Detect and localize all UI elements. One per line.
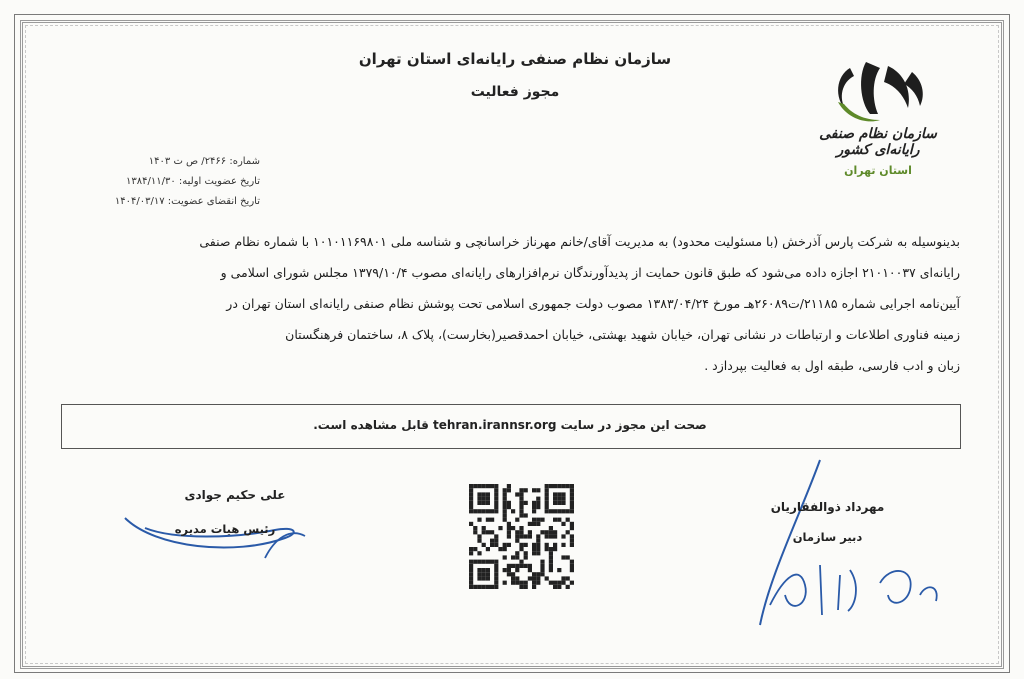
chairman-name: علی حکیم جوادی xyxy=(184,488,286,502)
document-title: مجوز فعالیت xyxy=(470,84,560,100)
body-line: زمینه فناوری اطلاعات و ارتباطات در نشانی تهران، خیابان شهید بهشتی، خیابان احمدقصیر(بخارست)، پلاک ۸، ساختمان فرهنگستان xyxy=(285,327,960,342)
logo-subtitle: استان تهران xyxy=(844,164,912,177)
secretary-name: مهرداد ذوالفقاریان xyxy=(770,500,885,514)
verification-text: صحت این مجوز در سایت tehran.irannsr.org قابل مشاهده است. xyxy=(313,418,707,432)
chairman-title: رئیس هیات مدیره xyxy=(174,522,276,536)
body-line: زبان و ادب فارسی، طبقه اول به فعالیت بپردازد . xyxy=(704,358,960,373)
secretary-signature xyxy=(730,455,950,635)
logo-text: سازمان نظام صنفی رایانه‌ای کشور xyxy=(819,126,937,158)
qr-code-icon xyxy=(469,484,574,589)
first-membership-date: تاریخ عضویت اولیه: ۱۳۸۴/۱۱/۳۰ xyxy=(126,176,260,187)
document-meta xyxy=(90,152,260,212)
expiry-date: تاریخ انقضای عضویت: ۱۴۰۴/۰۳/۱۷ xyxy=(114,196,260,207)
secretary-title: دبیر سازمان xyxy=(792,530,863,544)
body-line: رایانه‌ای ۲۱۰۱۰۰۳۷ اجازه داده می‌شود که طبق قانون حمایت از پدیدآورندگان نرم‌افزارهای رایانه‌ای مصوب ۱۳۷۹/۱۰/۴ مجلس شورای اسلامی و xyxy=(220,265,960,280)
license-body xyxy=(60,226,960,381)
document-number: شماره: ۲۴۶۶/ ص ت ۱۴۰۳ xyxy=(148,156,260,167)
body-line: بدینوسیله به شرکت پارس آذرخش (با مسئولیت محدود) به مدیریت آقای/خانم مهرناز خراسانچی و شناسه ملی ۱۰۱۰۱۱۶۹۸۰۱ با شماره نظام صنفی xyxy=(199,234,960,249)
body-line: آیین‌نامه اجرایی شماره ۲۱۱۸۵/ت۲۶۰۸۹هـ مورخ ۱۳۸۳/۰۴/۲۴ مصوب دولت جمهوری اسلامی تحت پوشش نظام صنفی رایانه‌ای استان تهران در xyxy=(226,296,960,311)
organization-title: سازمان نظام صنفی رایانه‌ای استان تهران xyxy=(358,50,672,68)
